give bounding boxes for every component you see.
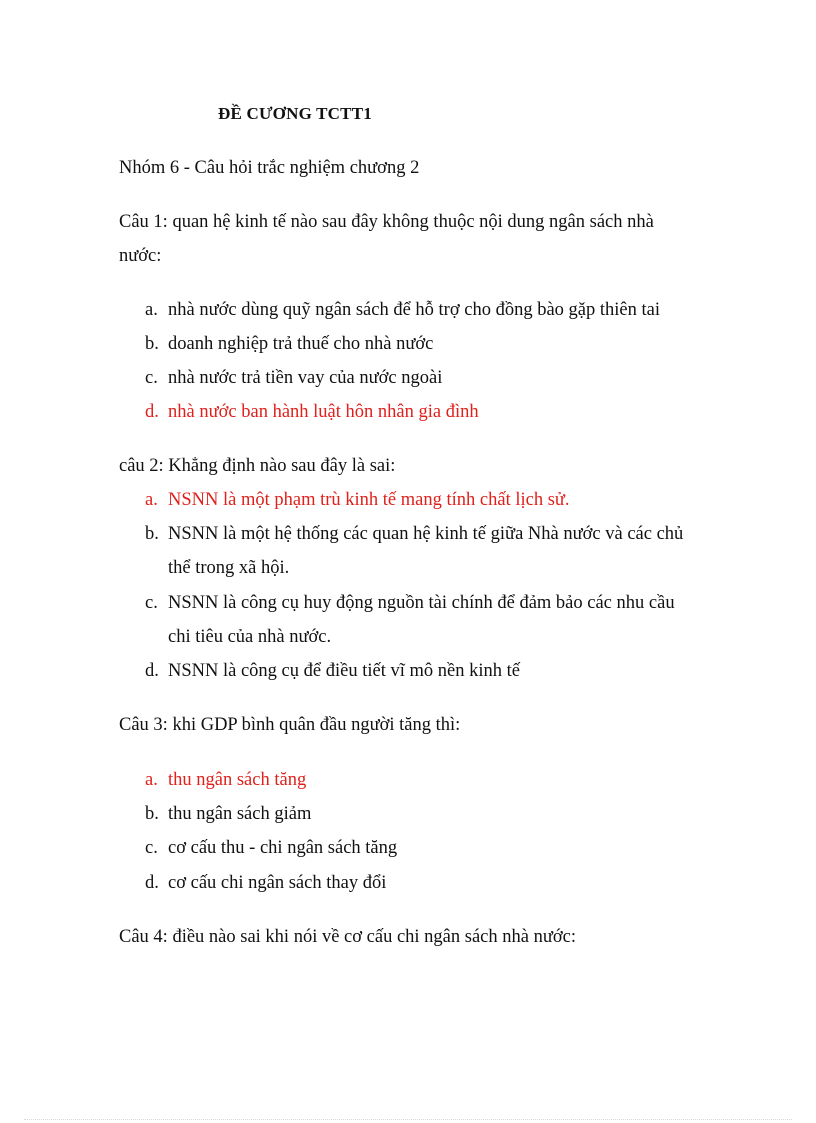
option-text: nhà nước ban hành luật hôn nhân gia đình (168, 402, 479, 422)
question-3-text: Câu 3: khi GDP bình quân đầu người tăng thì: (119, 715, 461, 735)
page-bottom-divider (24, 1119, 792, 1120)
question-2-option-d (145, 661, 520, 682)
question-3-option-c (145, 838, 397, 859)
question-2-option-b-cont: thể trong xã hội. (168, 558, 290, 578)
option-label: a. (145, 300, 158, 320)
option-label: d. (145, 661, 159, 681)
question-2-option-b (145, 524, 683, 545)
option-label: b. (145, 334, 159, 354)
option-text: doanh nghiệp trả thuế cho nhà nước (168, 334, 434, 354)
option-label: d. (145, 402, 159, 422)
question-2-option-c (145, 593, 675, 614)
question-1-text-cont: nước: (119, 246, 162, 266)
question-2-option-a-correct (145, 490, 570, 511)
option-text: thu ngân sách tăng (168, 770, 307, 790)
question-3-option-a-correct (145, 770, 306, 791)
option-text: NSNN là một hệ thống các quan hệ kinh tế giữa Nhà nước và các chủ (168, 524, 684, 544)
document-subtitle: Nhóm 6 - Câu hỏi trắc nghiệm chương 2 (119, 158, 420, 178)
question-1-option-a (145, 300, 660, 321)
option-label: b. (145, 524, 159, 544)
question-1-option-b (145, 334, 433, 355)
option-label: a. (145, 770, 158, 790)
option-text: nhà nước dùng quỹ ngân sách để hỗ trợ cho đồng bào gặp thiên tai (168, 300, 660, 320)
option-text: NSNN là công cụ huy động nguồn tài chính để đảm bảo các nhu cầu (168, 593, 675, 613)
question-3-option-d (145, 873, 386, 894)
question-2-option-c-cont: chi tiêu của nhà nước. (168, 627, 332, 647)
option-label: c. (145, 593, 158, 613)
option-label: d. (145, 873, 159, 893)
question-3-option-b (145, 804, 311, 825)
question-4-text: Câu 4: điều nào sai khi nói về cơ cấu chi ngân sách nhà nước: (119, 927, 577, 947)
option-label: c. (145, 838, 158, 858)
option-label: b. (145, 804, 159, 824)
question-1-text: Câu 1: quan hệ kinh tế nào sau đây không thuộc nội dung ngân sách nhà (119, 212, 654, 232)
option-label: c. (145, 368, 158, 388)
option-text: thu ngân sách giảm (168, 804, 312, 824)
option-label: a. (145, 490, 158, 510)
option-text: cơ cấu thu - chi ngân sách tăng (168, 838, 398, 858)
option-text: NSNN là công cụ để điều tiết vĩ mô nền kinh tế (168, 661, 520, 681)
option-text: NSNN là một phạm trù kinh tế mang tính chất lịch sử. (168, 490, 570, 510)
question-1-option-c (145, 368, 442, 389)
question-1-option-d-correct (145, 402, 479, 423)
option-text: cơ cấu chi ngân sách thay đổi (168, 873, 387, 893)
document-title: ĐỀ CƯƠNG TCTT1 (218, 104, 372, 123)
option-text: nhà nước trả tiền vay của nước ngoài (168, 368, 443, 388)
question-2-text: câu 2: Khẳng định nào sau đây là sai: (119, 456, 396, 476)
